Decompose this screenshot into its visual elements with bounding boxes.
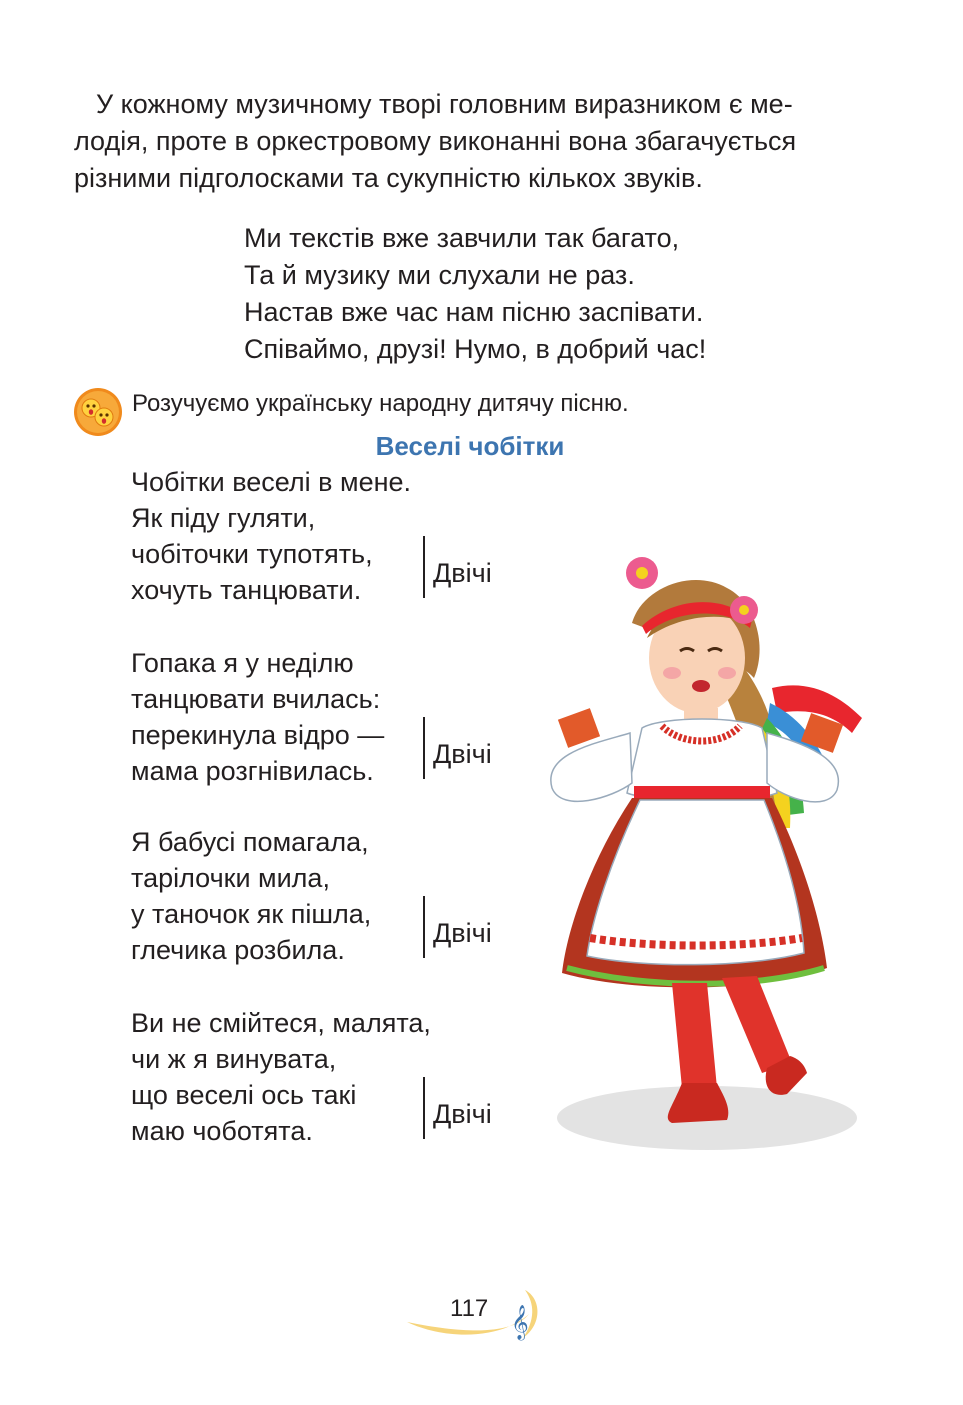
verse-line: Як піду гуляти,: [131, 503, 316, 533]
verse-line: тарілочки мила,: [131, 863, 330, 893]
page-number: 117: [450, 1295, 489, 1322]
repeat-marker: [423, 1077, 492, 1139]
song-title: Веселі чобітки: [375, 431, 565, 461]
verse-line: чи ж я винувата,: [131, 1044, 337, 1074]
repeat-label: Двічі: [433, 558, 492, 588]
verse-line: хочуть танцювати.: [131, 575, 362, 605]
poem-line: Ми текстів вже завчили так багато,: [244, 223, 680, 253]
verse-3: [131, 824, 492, 968]
verse-1: [131, 464, 492, 608]
treble-clef-icon: 𝄞: [511, 1305, 529, 1340]
verse-line: що веселі ось такі: [131, 1080, 357, 1110]
verse-line: Ви не смійтеся, малята,: [131, 1008, 431, 1038]
verse-line: глечика розбила.: [131, 935, 345, 965]
verse-4: [131, 1005, 492, 1149]
verse-line: Я бабусі помагала,: [131, 827, 369, 857]
intro-line: У кожному музичному творі головним виразником є ме-: [96, 89, 793, 119]
poem-line: Та й музику ми слухали не раз.: [244, 260, 635, 290]
verse-line: танцювати вчилась:: [131, 684, 381, 714]
verse-line: Чобітки веселі в мене.: [131, 467, 412, 497]
verse-line: маю чоботята.: [131, 1116, 313, 1146]
repeat-label: Двічі: [433, 1099, 492, 1129]
verse-line: перекинула відро —: [131, 720, 385, 750]
ukrainian-girl-illustration: [522, 528, 882, 1176]
verse-line: Гопака я у неділю: [131, 648, 354, 678]
intro-line: різними підголосками та сукупністю кількох звуків.: [74, 163, 703, 193]
verse-line: чобіточки тупотять,: [131, 539, 373, 569]
repeat-label: Двічі: [433, 918, 492, 948]
poem-line: Настав вже час нам пісню заспівати.: [244, 297, 704, 327]
poem-line: Співаймо, друзі! Нумо, в добрий час!: [244, 334, 707, 364]
task-instruction: Розучуємо українську народну дитячу пісню.: [132, 390, 629, 417]
repeat-label: Двічі: [433, 739, 492, 769]
repeat-marker: [423, 717, 492, 779]
intro-line: лодія, проте в оркестровому виконанні вона збагачується: [74, 126, 797, 156]
singing-faces-icon: [73, 387, 123, 437]
intro-paragraph: [74, 86, 874, 197]
intro-poem: [244, 220, 706, 368]
verse-line: у таночок як пішла,: [131, 899, 372, 929]
verse-2: [131, 645, 492, 789]
verse-line: мама розгнівилась.: [131, 756, 374, 786]
repeat-marker: [423, 536, 492, 598]
repeat-marker: [423, 896, 492, 958]
